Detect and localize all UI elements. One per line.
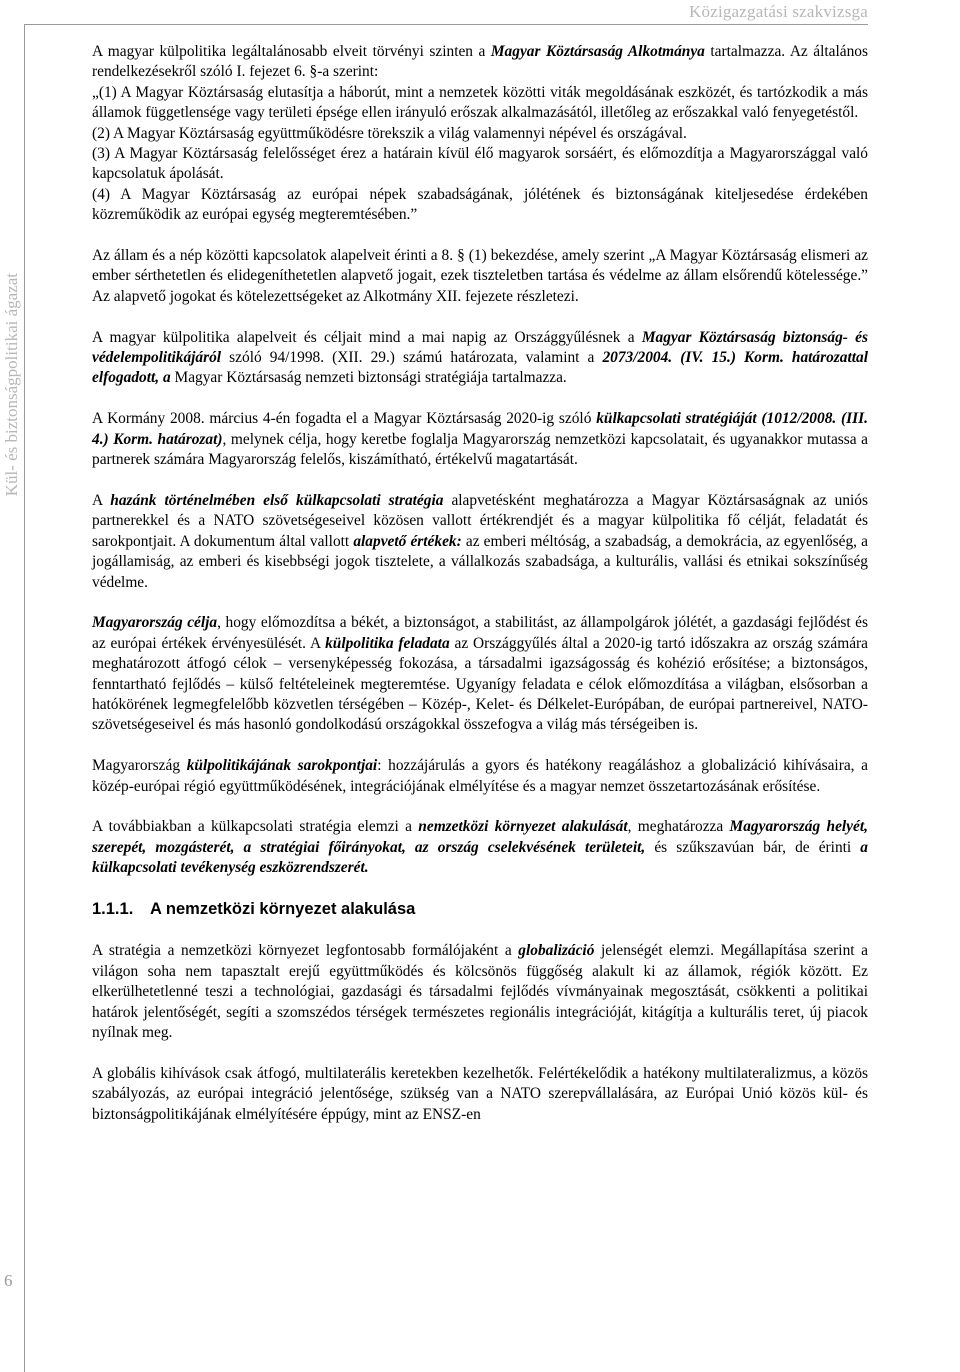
paragraph-security-strategy: A magyar külpolitika alapelveit és céljait mind a mai napig az Országgyűlésnek a Magyar Köztársaság biztonság- és védelempolitikájáról szóló 94/1998. (XII. 29.) számú határozata, valamint a 2073/2004. (IV. 15.) Korm. határozattal elfogadott, a Magyar Köztársaság nemzeti biztonsági stratégiája tartalmazza.	[92, 328, 869, 387]
document-header-title: Közigazgatási szakvizsga	[689, 2, 868, 21]
paragraph-strategy-analysis: A továbbiakban a külkapcsolati stratégia elemzi a nemzetközi környezet alakulását, meghatározza Magyarország helyét, szerepét, mozgásterét, a stratégiai főirányokat, az ország cselekvésének területeit, és szűkszavúan bár, de érinti a külkapcsolati tevékenység eszközrendszerét.	[92, 818, 868, 877]
paragraph-core-values: A hazánk történelmében első külkapcsolati stratégia alapvetésként meghatározza a Magyar Köztársaságnak az uniós partnerekkel és a NATO szövetségeseivel közösen vallott értékrendjét és a magyar külpolitika fő célját, feladatát és sarokpontjait. A dokumentum által vallott alapvető értékek: az emberi méltóság, a szabadság, a demokrácia, az egyenlőség, a jogállamiság, az emberi és kisebbségi jogok tisztelete, a vállalkozás szabadsága, a kulturális, vallási és etnikai sokszínűség védelme.	[92, 491, 868, 591]
paragraph-fundamental-rights: Az állam és a nép közötti kapcsolatok alapelveit érinti a 8. § (1) bekezdése, amely szerint „A Magyar Köztársaság elismeri az ember sérthetetlen és elidegeníthetetlen alapvető jogait, ezek tiszteletben tartása és védelme az állam elsőrendű kötelessége.” Az alapvető jogokat és kötelezettségeket az Alkotmány XII. fejezete részletezi.	[92, 247, 868, 305]
paragraph-goals: Magyarország célja, hogy előmozdítsa a békét, a biztonságot, a stabilitást, az állampolgárok jólétét, a gazdasági fejlődést és az európai értékek érvényesülését. A külpolitika feladata az Országgyűlés által a 2020-ig tartó időszakra az ország számára meghatározott átfogó célok – versenyképesség fokozása, a társadalmi igazságosság és kohézió erősítése; a biztonságos, fenntartható fejlődés – külső feltételeinek megteremtése. Ugyanígy feladata e célok előmozdítása a világban, elsősorban a hatókörének legmegfelelőbb közvetlen térségében – Közép-, Kelet- és Délkelet-Európában, de európai partnereivel, NATO-szövetségeseivel és más hasonló gondolkodású országokkal összefogva a világ más térségeiben is.	[92, 614, 869, 734]
section-heading	[92, 899, 868, 919]
paragraph-external-relations-strategy: A Kormány 2008. március 4-én fogadta el a Magyar Köztársaság 2020-ig szóló külkapcsolati stratégiáját (1012/2008. (III. 4.) Korm. határozat), melynek célja, hogy keretbe foglalja Magyarország nemzetközi kapcsolatait, és ugyanakkor mutassa a partnerek számára Magyarország felelős, kiszámítható, értékelvű magatartását.	[92, 410, 868, 469]
quote-item-1: „(1) A Magyar Köztársaság elutasítja a háborút, mint a nemzetek közötti viták megoldásának eszközét, és tartózkodik a más államok függetlensége vagy területi épsége ellen irányuló erőszak alkalmazásától, illetőleg az erőszakkal való fenyegetéstől.	[92, 83, 868, 122]
quote-item-3: (3) A Magyar Köztársaság felelősséget érez a határain kívül élő magyarok sorsáért, és előmozdítja a Magyarországgal való kapcsolatuk ápolását.	[92, 145, 868, 183]
header-divider	[24, 24, 868, 25]
section-title: A nemzetközi környezet alakulása	[150, 899, 416, 918]
side-section-label: Kül- és biztonságpolitikai ágazat	[2, 273, 21, 497]
page-number: 6	[4, 1271, 13, 1290]
quote-item-4: (4) A Magyar Köztársaság az európai népek szabadságának, jólétének és biztonságának kiteljesedése érdekében közreműködik az európai egység megteremtésében.”	[92, 185, 868, 224]
paragraph-cornerstones: Magyarország külpolitikájának sarokpontjai: hozzájárulás a gyors és hatékony reagáláshoz a globalizáció kihívásaira, a közép-európai régió együttműködésének, integrációjának elmélyítése és a magyar nemzet összetartozásának erősítése.	[92, 757, 868, 795]
document-body	[92, 42, 868, 1125]
section-number: 1.1.1.	[92, 899, 134, 918]
paragraph-multilateralism: A globális kihívások csak átfogó, multilaterális keretekben kezelhetők. Felértékelődik a hatékony multilateralizmus, a közös szabályozás, az európai integráció jelentősége, szükség van a NATO szerepvállalására, az Európai Unió közös kül- és biztonságpolitikájának elmélyítésére éppúgy, mint az ENSZ-en	[92, 1064, 868, 1123]
paragraph-constitution-intro: A magyar külpolitika legáltalánosabb elveit törvényi szinten a Magyar Köztársaság Alkotmánya tartalmazza. Az általános rendelkezésekről szóló I. fejezet 6. §-a szerint:	[92, 43, 868, 81]
side-divider	[24, 24, 25, 1372]
paragraph-globalization: A stratégia a nemzetközi környezet legfontosabb formálójaként a globalizáció jelenségét elemzi. Megállapítása szerint a világon soha nem tapasztalt erejű együttműködés és kölcsönös függőség alakult ki az államok, régiók között. Ez elkerülhetetlenné teszi a technológiai, gazdasági és társadalmi fejlődés vívmányainak megosztását, csökkenti a politikai határok jelentőségét, segíti a szomszédos térségek természetes regionális integrációját, kitágítja a kulturális teret, új piacok nyílnak meg.	[92, 942, 868, 1041]
quote-item-2: (2) A Magyar Köztársaság együttműködésre törekszik a világ valamennyi népével és országával.	[92, 124, 687, 142]
